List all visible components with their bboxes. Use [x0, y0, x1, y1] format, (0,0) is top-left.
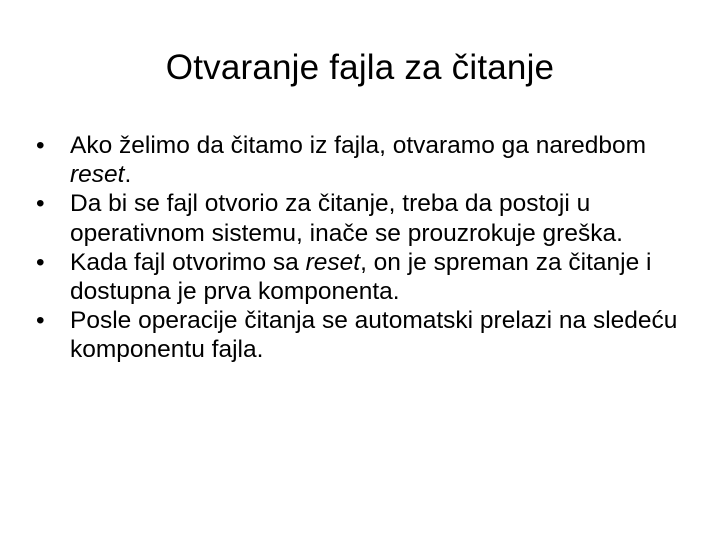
- slide-title: Otvaranje fajla za čitanje: [165, 48, 555, 87]
- bullet-text-part: Kada fajl otvorimo sa: [70, 248, 306, 276]
- emphasized-keyword: reset: [305, 248, 361, 276]
- bullet-item: [36, 131, 686, 189]
- bullet-item: [36, 306, 686, 364]
- bullet-text-part: .: [124, 161, 132, 189]
- bullet-list: [36, 131, 686, 365]
- bullet-text-part: Ako želimo da čitamo iz fajla, otvaramo ga naredbom: [70, 132, 647, 159]
- bullet-text: Posle operacije čitanja se automatski prelazi na sledeću komponentu fajla.: [70, 307, 678, 364]
- bullet-item: [36, 189, 686, 247]
- bullet-icon: •: [36, 248, 45, 276]
- bullet-text: Da bi se fajl otvorio za čitanje, treba da postoji u operativnom sistemu, inače se prouzrokuje greška.: [70, 190, 623, 247]
- emphasized-keyword: reset: [70, 161, 125, 189]
- bullet-icon: •: [36, 132, 45, 159]
- bullet-icon: •: [36, 307, 45, 335]
- bullet-item: [36, 248, 686, 306]
- bullet-icon: •: [36, 190, 45, 218]
- bullet-text-part: , on je spreman za čitanje i dostupna je prva komponenta.: [70, 248, 652, 306]
